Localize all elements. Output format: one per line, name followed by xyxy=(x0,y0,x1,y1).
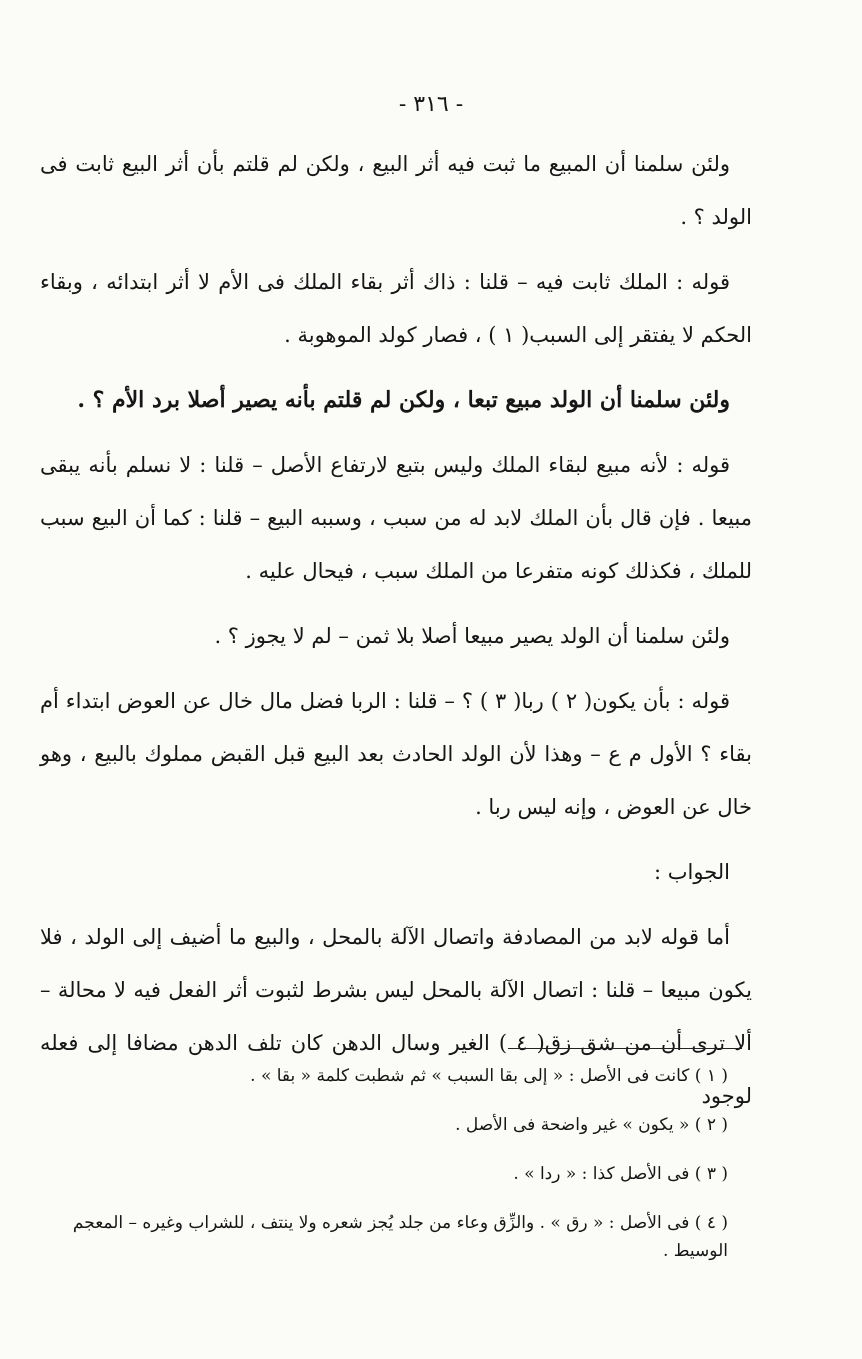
footnote-divider xyxy=(508,1048,742,1049)
paragraph-bold: ولئن سلمنا أن الولد مبيع تبعا ، ولكن لم قلتم بأنه يصير أصلا برد الأم ؟ . xyxy=(77,387,730,413)
footnote: ( ٢ ) « يكون » غير واضحة فى الأصل . xyxy=(455,1115,728,1135)
answer-heading: الجواب : xyxy=(654,860,730,884)
footnotes xyxy=(40,1062,740,1286)
paragraph: قوله : بأن يكون( ٢ ) ربا( ٣ ) ؟ – قلنا : الربا فضل مال خال عن العوض ابتداء أم بقاء ؟ الأول م ع – وهذا لأن الولد الحادث بعد البيع قبل القبض مملوك بالبيع ، وهو خال عن العوض ، وإنه ليس ربا . xyxy=(40,689,752,819)
page-number: - ٣١٦ - xyxy=(398,92,464,117)
footnote: ( ٤ ) فى الأصل : « رق » . والزِّق وعاء من جلد يُجز شعره ولا ينتف ، للشراب وغيره – المعجم الوسيط . xyxy=(72,1213,728,1261)
paragraph: قوله : لأنه مبيع لبقاء الملك وليس بتبع لارتفاع الأصل – قلنا : لا نسلم بأنه يبقى مبيعا . فإن قال بأن الملك لابد له من سبب ، وسببه البيع – قلنا : كما أن البيع سبب للملك ، فكذلك كونه متفرعا من الملك سبب ، فيحال عليه . xyxy=(40,453,752,583)
paragraph: أما قوله لابد من المصادفة واتصال الآلة بالمحل ، والبيع ما أضيف إلى الولد ، فلا يكون مبيعا – قلنا : اتصال الآلة بالمحل ليس بشرط لثبوت أثر الفعل فيه لا محالة – ألا ترى أن من شق زق( ٤ ) الغير وسال الدهن كان تلف الدهن مضافا إلى فعله لوجود xyxy=(40,925,752,1108)
paragraph: ولئن سلمنا أن الولد يصير مبيعا أصلا بلا ثمن – لم لا يجوز ؟ . xyxy=(214,624,730,648)
footnote: ( ٣ ) فى الأصل كذا : « ردا » . xyxy=(513,1164,728,1184)
main-text xyxy=(40,138,752,1135)
paragraph: قوله : الملك ثابت فيه – قلنا : ذاك أثر بقاء الملك فى الأم لا أثر ابتدائه ، وبقاء الحكم لا يفتقر إلى السبب( ١ ) ، فصار كولد الموهوبة . xyxy=(40,270,752,347)
paragraph: ولئن سلمنا أن المبيع ما ثبت فيه أثر البيع ، ولكن لم قلتم بأن أثر البيع ثابت فى الولد ؟ . xyxy=(40,152,752,229)
footnote: ( ١ ) كانت فى الأصل : « إلى بقا السبب » ثم شطبت كلمة « بقا » . xyxy=(250,1066,728,1086)
